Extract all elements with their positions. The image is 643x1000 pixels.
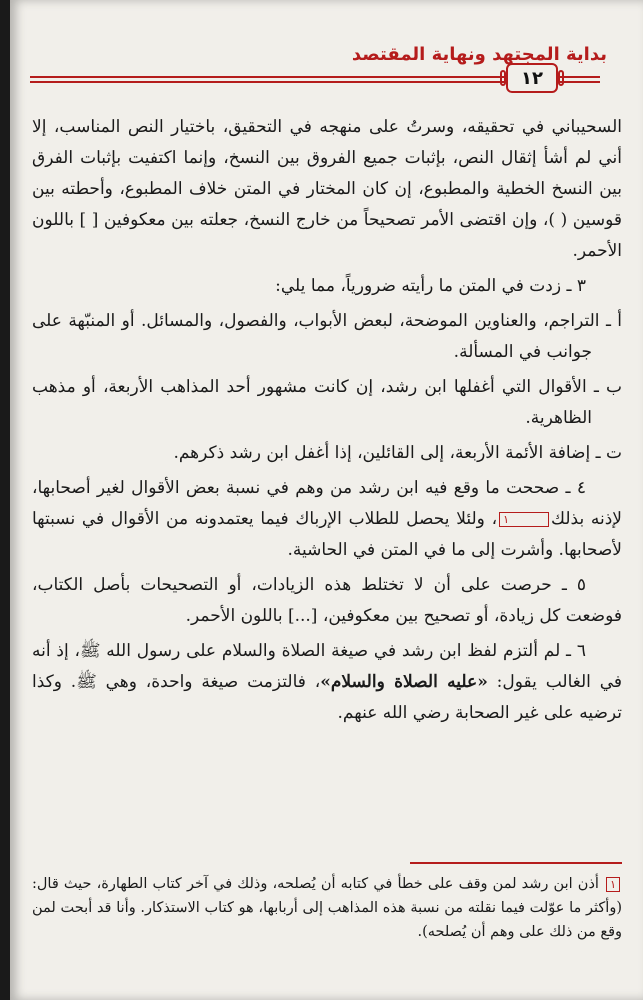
list-item-b bbox=[32, 372, 622, 434]
page-number: ١٢ bbox=[506, 63, 558, 93]
footnote-divider bbox=[410, 862, 622, 864]
paragraph-5: ٥ ـ حرصت على أن لا تختلط هذه الزيادات، أو التصحيحات بأصل الكتاب، فوضعت كل زيادة، أو تصحيح بين معكوفين، [...] باللون الأحمر. bbox=[32, 575, 622, 626]
list-letter: أ ـ bbox=[605, 311, 623, 331]
list-text: التراجم، والعناوين الموضحة، لبعض الأبواب، والفصول، والمسائل. أو المنبّهة على جوانب في المسألة. bbox=[32, 311, 600, 362]
list-letter: ب ـ bbox=[593, 377, 623, 397]
list-item-a bbox=[32, 306, 622, 368]
footnote-number: ١ bbox=[606, 877, 620, 892]
main-text bbox=[32, 112, 622, 733]
paragraph-1: السحيباني في تحقيقه، وسرتُ على منهجه في التحقيق، باختيار النص المناسب، إلا أني لم أشأ إثقال النص، بإثبات جميع الفروق بين النسخ، وإنما اكتفيت بإثبات الفرق بين النسخ الخطية والمطبوع، إن كان المختار في المتن خلاف المطبوع، وأحطته بين قوسين ( )، وإن اقتضى الأمر تصحيحاً من خارج النسخ، جعلته بين معكوفين [ ] باللون الأحمر. bbox=[32, 117, 622, 261]
quoted-phrase: «عليه الصلاة والسلام» bbox=[320, 672, 488, 692]
list-item-t bbox=[32, 438, 622, 469]
paragraph-6: ٦ ـ لم ألتزم لفظ ابن رشد في صيغة الصلاة والسلام على رسول الله ﷺ، إذ أنه في الغالب يقول: «عليه الصلاة والسلام»، فالتزمت صيغة واحدة، وهي ﷺ. وكذا ترضيه على غير الصحابة رضي الله عنهم. bbox=[32, 641, 622, 723]
list-text: إضافة الأئمة الأربعة، إلى القائلين، إذا أغفل ابن رشد ذكرهم. bbox=[173, 443, 591, 463]
running-header-title: بداية المجتهد ونهاية المقتصد bbox=[351, 44, 607, 65]
header-rule-right-bottom bbox=[560, 81, 600, 83]
paragraph-3: ٣ ـ زدت في المتن ما رأيته ضرورياً، مما يلي: bbox=[275, 276, 586, 296]
header-rule-right-top bbox=[560, 76, 600, 78]
book-page bbox=[10, 0, 643, 1000]
header-rule-top bbox=[30, 76, 505, 78]
footnote-reference[interactable]: ١ bbox=[499, 512, 549, 527]
footnote-text: ١ أذن ابن رشد لمن وقف على خطأ في كتابه أن يُصلحه، وذلك في آخر كتاب الطهارة، حيث قال: (وأكثر ما عوّلت فيما نقلته من نسبة هذه المذاهب إلى أربابها، هو كتاب الاستذكار. وأنا قد أبحت لمن وقع من ذلك على وهم أن يُصلحه). bbox=[32, 876, 622, 940]
footnote bbox=[32, 872, 622, 944]
list-letter: ت ـ bbox=[595, 443, 622, 463]
paragraph-4: ٤ ـ صححت ما وقع فيه ابن رشد من وهم في نسبة بعض الأقوال لغير أصحابها، لإذنه بذلك١، ولئلا يحصل للطلاب الإرباك فيما يعتمدونه من الأقوال في نسبتها لأصحابها. وأشرت إلى ما في المتن في الحاشية. bbox=[32, 478, 622, 560]
header-rule-bottom bbox=[30, 81, 505, 83]
list-text: الأقوال التي أغفلها ابن رشد، إن كانت مشهور أحد المذاهب الأربعة، أو مذهب الظاهرية. bbox=[32, 377, 592, 428]
